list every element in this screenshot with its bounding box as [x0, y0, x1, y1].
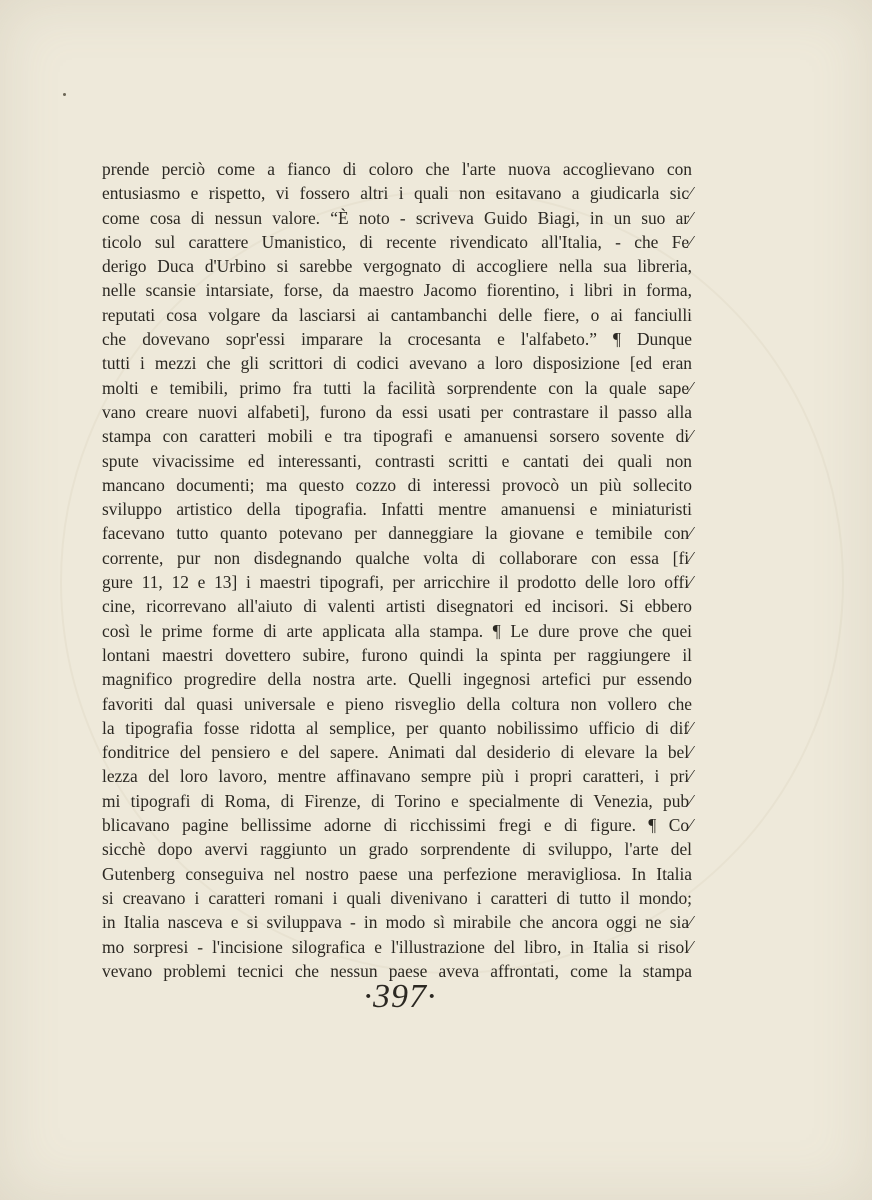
paper-speck [63, 93, 66, 96]
text-line: sviluppo artistico della tipografia. Infatti mentre amanuensi e miniaturisti [102, 499, 692, 520]
text-line: reputati cosa volgare da lasciarsi ai cantambanchi delle fiere, o ai fanciulli [102, 304, 692, 325]
text-line: mo sorpresi - l'incisione silografica e l'illustrazione del libro, in Italia si risol⁄ [102, 936, 692, 957]
text-line: prende perciò come a fianco di coloro che l'arte nuova accoglievano con [102, 159, 692, 179]
text-line: Gutenberg conseguiva nel nostro paese una perfezione meravigliosa. In Italia [102, 863, 692, 884]
page-number: ·397· [363, 978, 437, 1015]
text-line: tutti i mezzi che gli scrittori di codici avevano a loro disposizione [ed eran [102, 353, 692, 374]
text-line: nelle scansie intarsiate, forse, da maestro Jacomo fiorentino, i libri in forma, [102, 280, 692, 301]
text-line: lontani maestri dovettero subire, furono quindi la spinta per raggiungere il [102, 644, 692, 665]
text-line: derigo Duca d'Urbino si sarebbe vergognato di accogliere nella sua libreria, [102, 256, 692, 277]
text-line: la tipografia fosse ridotta al semplice, per quanto nobilissimo ufficio di dif⁄ [102, 717, 692, 738]
text-line: stampa con caratteri mobili e tra tipografi e amanuensi sorsero sovente di⁄ [102, 426, 692, 447]
text-line: si creavano i caratteri romani i quali divenivano i caratteri di tutto il mondo; [102, 887, 692, 908]
text-line: vevano problemi tecnici che nessun paese aveva affrontati, come la stampa [102, 960, 692, 981]
body-text [102, 157, 692, 983]
text-line: magnifico progredire della nostra arte. Quelli ingegnosi artefici pur essendo [102, 669, 692, 690]
text-line: corrente, pur non disdegnando qualche volta di collaborare con essa [fi⁄ [102, 547, 692, 568]
text-line: così le prime forme di arte applicata alla stampa. ¶ Le dure prove che quei [102, 620, 692, 641]
text-line: mancano documenti; ma questo cozzo di interessi provocò un più sollecito [102, 474, 692, 495]
text-line: mi tipografi di Roma, di Firenze, di Torino e specialmente di Venezia, pub⁄ [102, 790, 692, 811]
text-line: blicavano pagine bellissime adorne di ricchissimi fregi e di figure. ¶ Co⁄ [102, 815, 692, 836]
text-line: entusiasmo e rispetto, vi fossero altri i quali non esitavano a giudicarla sic⁄ [102, 183, 692, 204]
text-line: gure 11, 12 e 13] i maestri tipografi, per arricchire il prodotto delle loro offi⁄ [102, 572, 692, 593]
text-line: ticolo sul carattere Umanistico, di recente rivendicato all'Italia, - che Fe⁄ [102, 231, 692, 252]
text-line: spute vivacissime ed interessanti, contrasti scritti e cantati dei quali non [102, 450, 692, 471]
text-line: lezza del loro lavoro, mentre affinavano sempre più i propri caratteri, i pri⁄ [102, 766, 692, 787]
text-line: in Italia nasceva e si sviluppava - in modo sì mirabile che ancora oggi ne sia⁄ [102, 912, 692, 933]
text-line: molti e temibili, primo fra tutti la facilità sorprendente con la quale sape⁄ [102, 377, 692, 398]
text-line: sicchè dopo avervi raggiunto un grado sorprendente di sviluppo, l'arte del [102, 839, 692, 860]
text-line: cine, ricorrevano all'aiuto di valenti artisti disegnatori ed incisori. Si ebbero [102, 596, 692, 617]
text-line: come cosa di nessun valore. “È noto - scriveva Guido Biagi, in un suo ar⁄ [102, 207, 692, 228]
text-line: favoriti dal quasi universale e pieno risveglio della coltura non vollero che [102, 693, 692, 714]
text-line: fonditrice del pensiero e del sapere. Animati dal desiderio di elevare la bel⁄ [102, 742, 692, 763]
text-line: che dovevano sopr'essi imparare la crocesanta e l'alfabeto.” ¶ Dunque [102, 329, 692, 350]
text-line: vano creare nuovi alfabeti], furono da essi usati per contrastare il passo alla [102, 401, 692, 422]
text-line: facevano tutto quanto potevano per danneggiare la giovane e temibile con⁄ [102, 523, 692, 544]
